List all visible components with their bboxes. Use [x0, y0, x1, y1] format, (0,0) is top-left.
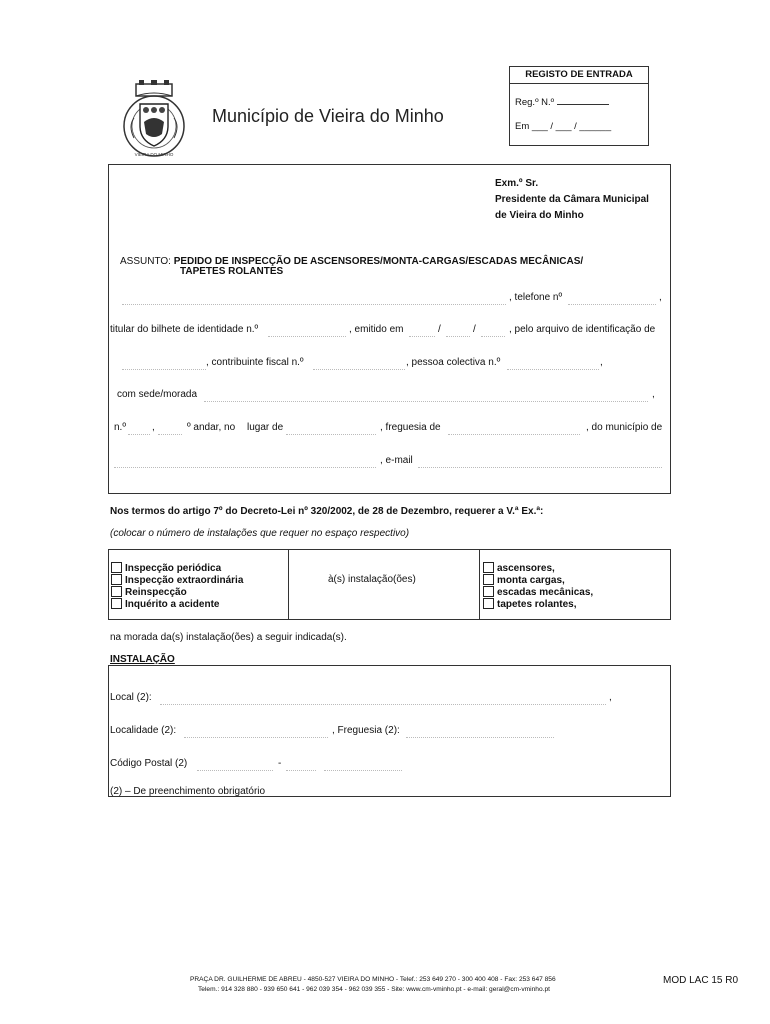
option-inspeccao-periodica[interactable]: Inspecção periódica — [111, 562, 221, 574]
checkbox-inspeccao-periodica[interactable] — [111, 562, 122, 573]
option-inquerito-acidente[interactable]: Inquérito a acidente — [111, 598, 219, 610]
slash-2: / — [473, 324, 476, 335]
assunto-text-2: TAPETES ROLANTES — [180, 266, 284, 277]
email-field[interactable] — [418, 467, 662, 468]
pessoa-label: , pessoa colectiva n.º — [406, 357, 501, 368]
emitido-month-field[interactable] — [446, 336, 470, 337]
municipio-field[interactable] — [114, 467, 376, 468]
emitido-day-field[interactable] — [409, 336, 435, 337]
codigo-postal-field-3[interactable] — [324, 770, 402, 771]
addressee-line3: de Vieira do Minho — [495, 210, 584, 221]
registo-reg-label: Reg.º N.º — [515, 97, 609, 108]
comma-3: , — [652, 389, 655, 400]
n-label: n.º — [114, 422, 126, 433]
pessoa-field[interactable] — [507, 369, 599, 370]
localidade-label: Localidade (2): — [110, 725, 177, 736]
registo-title: REGISTO DE ENTRADA — [510, 67, 648, 84]
email-label: , e-mail — [380, 455, 413, 466]
name-field[interactable] — [122, 304, 506, 305]
assunto-text: PEDIDO DE INSPECÇÃO DE ASCENSORES/MONTA-CARGAS/ESCADAS MECÂNICAS/ — [173, 256, 584, 267]
local-field[interactable] — [160, 704, 606, 705]
freguesia-inst-label: , Freguesia (2): — [332, 725, 400, 736]
arquivo-label: , pelo arquivo de identificação de — [509, 324, 656, 335]
codigo-postal-field-1[interactable] — [197, 770, 273, 771]
option-tapetes-rolantes[interactable]: tapetes rolantes, — [483, 598, 576, 610]
checkbox-reinspeccao[interactable] — [111, 586, 122, 597]
bi-label: titular do bilhete de identidade n.º — [110, 324, 259, 335]
option-escadas-mecanicas[interactable]: escadas mecânicas, — [483, 586, 593, 598]
instalacoes-label: à(s) instalação(ões) — [328, 574, 416, 585]
freguesia-inst-field[interactable] — [406, 737, 554, 738]
checkbox-inspeccao-extraordinaria[interactable] — [111, 574, 122, 585]
checkbox-escadas-mecanicas[interactable] — [483, 586, 494, 597]
n-field[interactable] — [128, 434, 150, 435]
andar-field[interactable] — [158, 434, 182, 435]
emitido-label: , emitido em — [349, 324, 404, 335]
slash-1: / — [438, 324, 441, 335]
options-divider-1 — [288, 549, 289, 620]
municipal-seal-logo — [114, 80, 194, 160]
comma-1: , — [659, 292, 662, 303]
checkbox-monta-cargas[interactable] — [483, 574, 494, 585]
local-label: Local (2): — [110, 692, 152, 703]
footer-line2: Telem.: 914 328 880 - 939 650 641 - 962 039 354 - 962 039 355 - Site: www.cm-vminho.pt - e-mail: geral@cm-vminho.pt — [198, 986, 550, 993]
addressee-line2: Presidente da Câmara Municipal — [495, 194, 649, 205]
arquivo-field[interactable] — [122, 369, 206, 370]
instalacao-title: INSTALAÇÃO — [110, 654, 175, 665]
option-monta-cargas[interactable]: monta cargas, — [483, 574, 565, 586]
municipality-title: Município de Vieira do Minho — [212, 106, 444, 126]
obrigatorio-note: (2) – De preenchimento obrigatório — [110, 786, 266, 797]
comma-5: , — [609, 692, 612, 703]
municipio-label: , do município de — [586, 422, 663, 433]
checkbox-ascensores[interactable] — [483, 562, 494, 573]
footer-line1: PRAÇA DR. GUILHERME DE ABREU - 4850-527 VIEIRA DO MINHO - Telef.: 253 649 270 - 300 400 408 - Fax: 253 647 856 — [190, 976, 556, 983]
lugar-label: lugar de — [247, 422, 284, 433]
comma-4: , — [152, 422, 155, 433]
registo-entrada-box — [509, 66, 649, 146]
comma-2: , — [600, 357, 603, 368]
checkbox-inquerito-acidente[interactable] — [111, 598, 122, 609]
termos-note: (colocar o número de instalações que requer no espaço respectivo) — [110, 528, 410, 539]
option-inspeccao-extraordinaria[interactable]: Inspecção extraordinária — [111, 574, 243, 586]
termos-text: Nos termos do artigo 7º do Decreto-Lei nº 320/2002, de 28 de Dezembro, requerer a V.ª Ex.ª: — [110, 506, 544, 517]
option-reinspeccao[interactable]: Reinspecção — [111, 586, 187, 598]
localidade-field[interactable] — [184, 737, 328, 738]
checkbox-tapetes-rolantes[interactable] — [483, 598, 494, 609]
registo-date: Em ___ / ___ / ______ — [515, 121, 612, 132]
assunto-label: ASSUNTO: — [120, 256, 171, 267]
svg-text:VIEIRA DO MINHO: VIEIRA DO MINHO — [134, 152, 174, 157]
telefone-label: , telefone nº — [509, 292, 563, 303]
lugar-field[interactable] — [286, 434, 376, 435]
form-code: MOD LAC 15 R0 — [663, 975, 739, 986]
contribuinte-field[interactable] — [313, 369, 405, 370]
codigo-postal-dash: - — [278, 758, 282, 769]
freguesia-label: , freguesia de — [380, 422, 441, 433]
bi-field[interactable] — [268, 336, 346, 337]
telefone-field[interactable] — [568, 304, 656, 305]
emitido-year-field[interactable] — [481, 336, 505, 337]
codigo-postal-field-2[interactable] — [286, 770, 316, 771]
sede-field[interactable] — [204, 401, 648, 402]
freguesia-field[interactable] — [448, 434, 580, 435]
codigo-postal-label: Código Postal (2) — [110, 758, 188, 769]
option-ascensores[interactable]: ascensores, — [483, 562, 555, 574]
sede-label: com sede/morada — [117, 389, 198, 400]
contribuinte-label: , contribuinte fiscal n.º — [206, 357, 304, 368]
morada-text: na morada da(s) instalação(ões) a seguir indicada(s). — [110, 632, 347, 643]
andar-label: º andar, no — [187, 422, 236, 433]
options-divider-2 — [479, 549, 480, 620]
addressee-line1: Exm.º Sr. — [495, 178, 539, 189]
